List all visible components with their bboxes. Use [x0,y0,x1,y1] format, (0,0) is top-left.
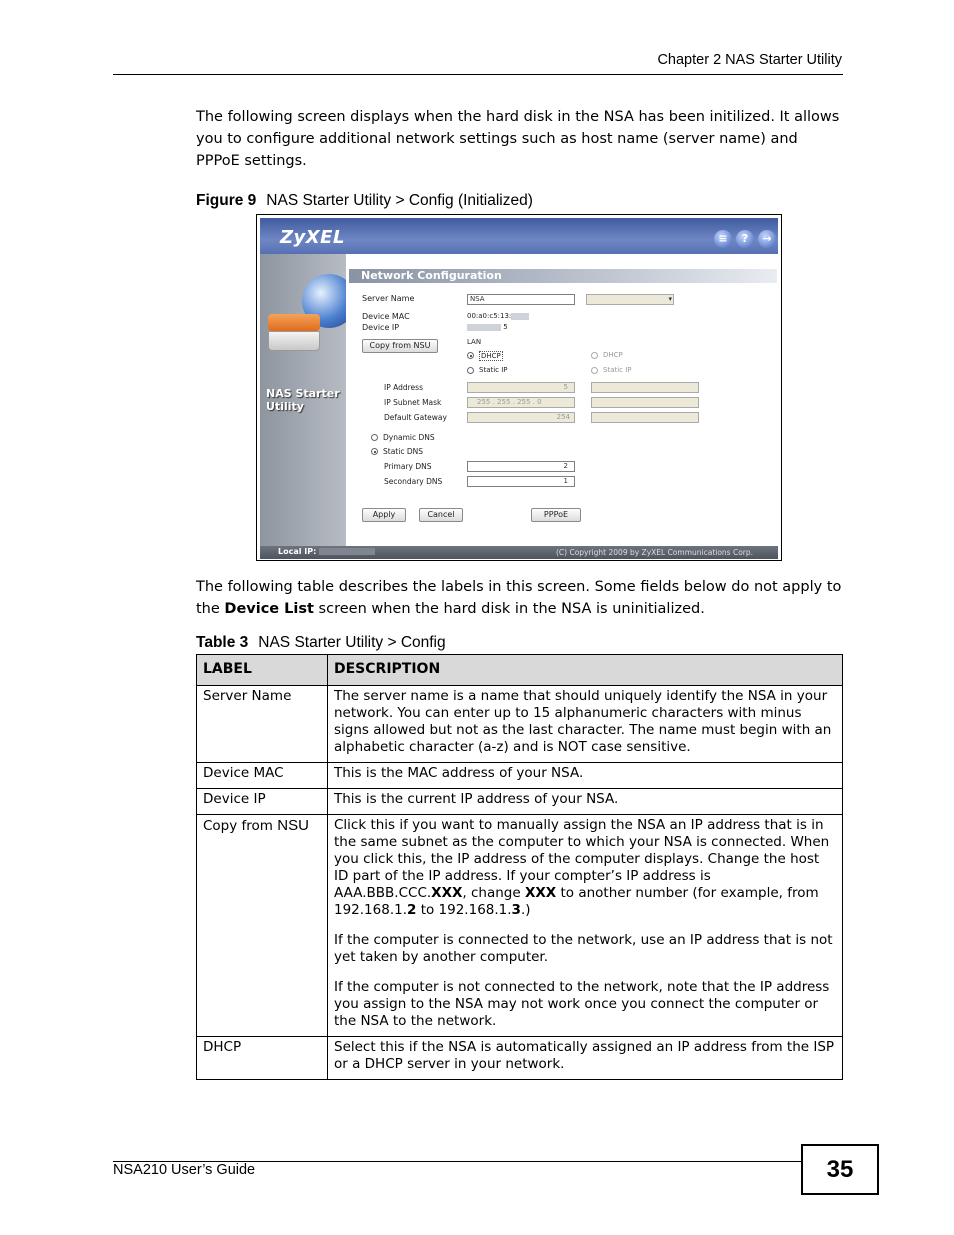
server-name-label: Server Name [362,294,415,303]
ip-address-label: IP Address [384,383,423,392]
default-gateway-input[interactable]: 254 [467,412,575,423]
table-row [197,763,843,789]
dhcp-label: DHCP [481,352,501,360]
product-title: NAS Starter Utility [266,387,340,413]
static-ip-radio-secondary[interactable] [591,367,598,374]
nas-device-icon [268,314,320,354]
cancel-button[interactable]: Cancel [419,508,463,522]
primary-dns-input[interactable]: 2 [467,461,575,472]
table-row [197,815,843,1037]
copy-from-nsu-button[interactable]: Copy from NSU [362,339,438,353]
table-caption [196,634,446,652]
chevron-down-icon: ▾ [668,295,672,303]
dhcp-radio[interactable] [467,352,474,359]
static-ip-label-secondary: Static IP [603,366,632,374]
lan-label: LAN [467,338,482,346]
panel-title: Network Configuration [349,269,777,283]
table-title: NAS Starter Utility > Config [258,634,446,651]
ip-address-input[interactable]: 5 [467,382,575,393]
subnet-mask-input-secondary[interactable] [591,397,699,408]
secondary-dns-input[interactable]: 1 [467,476,575,487]
row-description: Click this if you want to manually assign the NSA an IP address that is in the same subnet as the computer to which your NSA is connected. When you click this, the IP address of the computer displays. Change the host ID part of the IP address. If your compter’s IP address is AAA.BBB.CCC.XXX, change XXX to another number (for example, from 192.168.1.2 to 192.168.1.3.) If the computer is connected to the network, use an IP address that is not yet taken by another computer. If the computer is not connected to the network, note that the IP address you assign to the NSA may not work once you connect the computer or the NSA to the network. [328,815,843,1037]
static-ip-radio[interactable] [467,367,474,374]
row-description: This is the current IP address of your NSA. [328,789,843,815]
row-label: Server Name [197,686,328,763]
table-row [197,686,843,763]
static-dns-radio[interactable] [371,448,378,455]
status-bar [260,546,778,559]
secondary-dns-label: Secondary DNS [384,477,443,486]
device-ip-label: Device IP [362,323,400,332]
row-description: The server name is a name that should uniquely identify the NSA in your network. You can enter up to 15 alphanumeric characters with minus signs allowed but not as the last character. The name must begin with an alphabetic character (a-z) and is NOT case sensitive. [328,686,843,763]
apply-button[interactable]: Apply [362,508,406,522]
server-select[interactable] [586,294,674,305]
default-gateway-input-secondary[interactable] [591,412,699,423]
footer-guide-title: NSA210 User’s Guide [113,1162,256,1178]
page-number: 35 [801,1144,879,1195]
utility-sidebar [260,254,346,546]
config-screenshot [256,214,782,561]
figure-title: NAS Starter Utility > Config (Initialized) [266,192,533,209]
row-label: Device IP [197,789,328,815]
device-list-term: Device List [224,601,314,617]
pppoe-button[interactable]: PPPoE [531,508,581,522]
app-title-bar [260,218,778,254]
table-row [197,789,843,815]
dhcp-radio-secondary[interactable] [591,352,598,359]
zyxel-logo: ZyXEL [280,227,345,248]
local-ip-label: Local IP: [278,547,375,556]
label-description-table [196,654,843,1080]
default-gateway-label: Default Gateway [384,413,447,422]
row-description: Select this if the NSA is automatically assigned an IP address from the ISP or a DHCP server in your network. [328,1037,843,1080]
server-name-input[interactable]: NSA [467,294,575,305]
exit-icon[interactable]: → [758,230,776,248]
dhcp-label-secondary: DHCP [603,351,623,359]
figure-label: Figure 9 [196,192,257,209]
row-description: This is the MAC address of your NSA. [328,763,843,789]
dynamic-dns-radio[interactable] [371,434,378,441]
running-header: Chapter 2 NAS Starter Utility [657,52,842,68]
label-column-header: LABEL [197,655,328,686]
help-icon[interactable]: ? [736,230,754,248]
table-label: Table 3 [196,634,249,651]
device-mac-value: 00:a0:c5:13: [467,312,529,320]
device-ip-value: 5 [467,323,508,331]
table-header-row [197,655,843,686]
figure-caption [196,192,533,210]
header-rule [113,74,843,75]
subnet-mask-label: IP Subnet Mask [384,398,442,407]
device-mac-label: Device MAC [362,312,410,321]
table-intro-paragraph: The following table describes the labels in this screen. Some fields below do not apply to the Device List screen when the hard disk in the NSA is uninitialized. [196,579,842,617]
description-column-header: DESCRIPTION [328,655,843,686]
ip-address-input-secondary[interactable] [591,382,699,393]
static-ip-label: Static IP [479,366,508,374]
static-dns-label: Static DNS [383,447,423,456]
document-icon[interactable]: ≡ [714,230,732,248]
row-label: Device MAC [197,763,328,789]
subnet-mask-input[interactable]: 255 . 255 . 255 . 0 [467,397,575,408]
intro-paragraph: The following screen displays when the hard disk in the NSA has been initilized. It allows you to configure additional network settings such as host name (server name) and PPPoE settings. [196,109,840,169]
table-row [197,1037,843,1080]
copyright-text: (C) Copyright 2009 by ZyXEL Communications Corp. [556,548,754,557]
row-label: Copy from NSU [197,815,328,1037]
primary-dns-label: Primary DNS [384,462,432,471]
row-label: DHCP [197,1037,328,1080]
dynamic-dns-label: Dynamic DNS [383,433,435,442]
network-config-panel [346,263,778,546]
